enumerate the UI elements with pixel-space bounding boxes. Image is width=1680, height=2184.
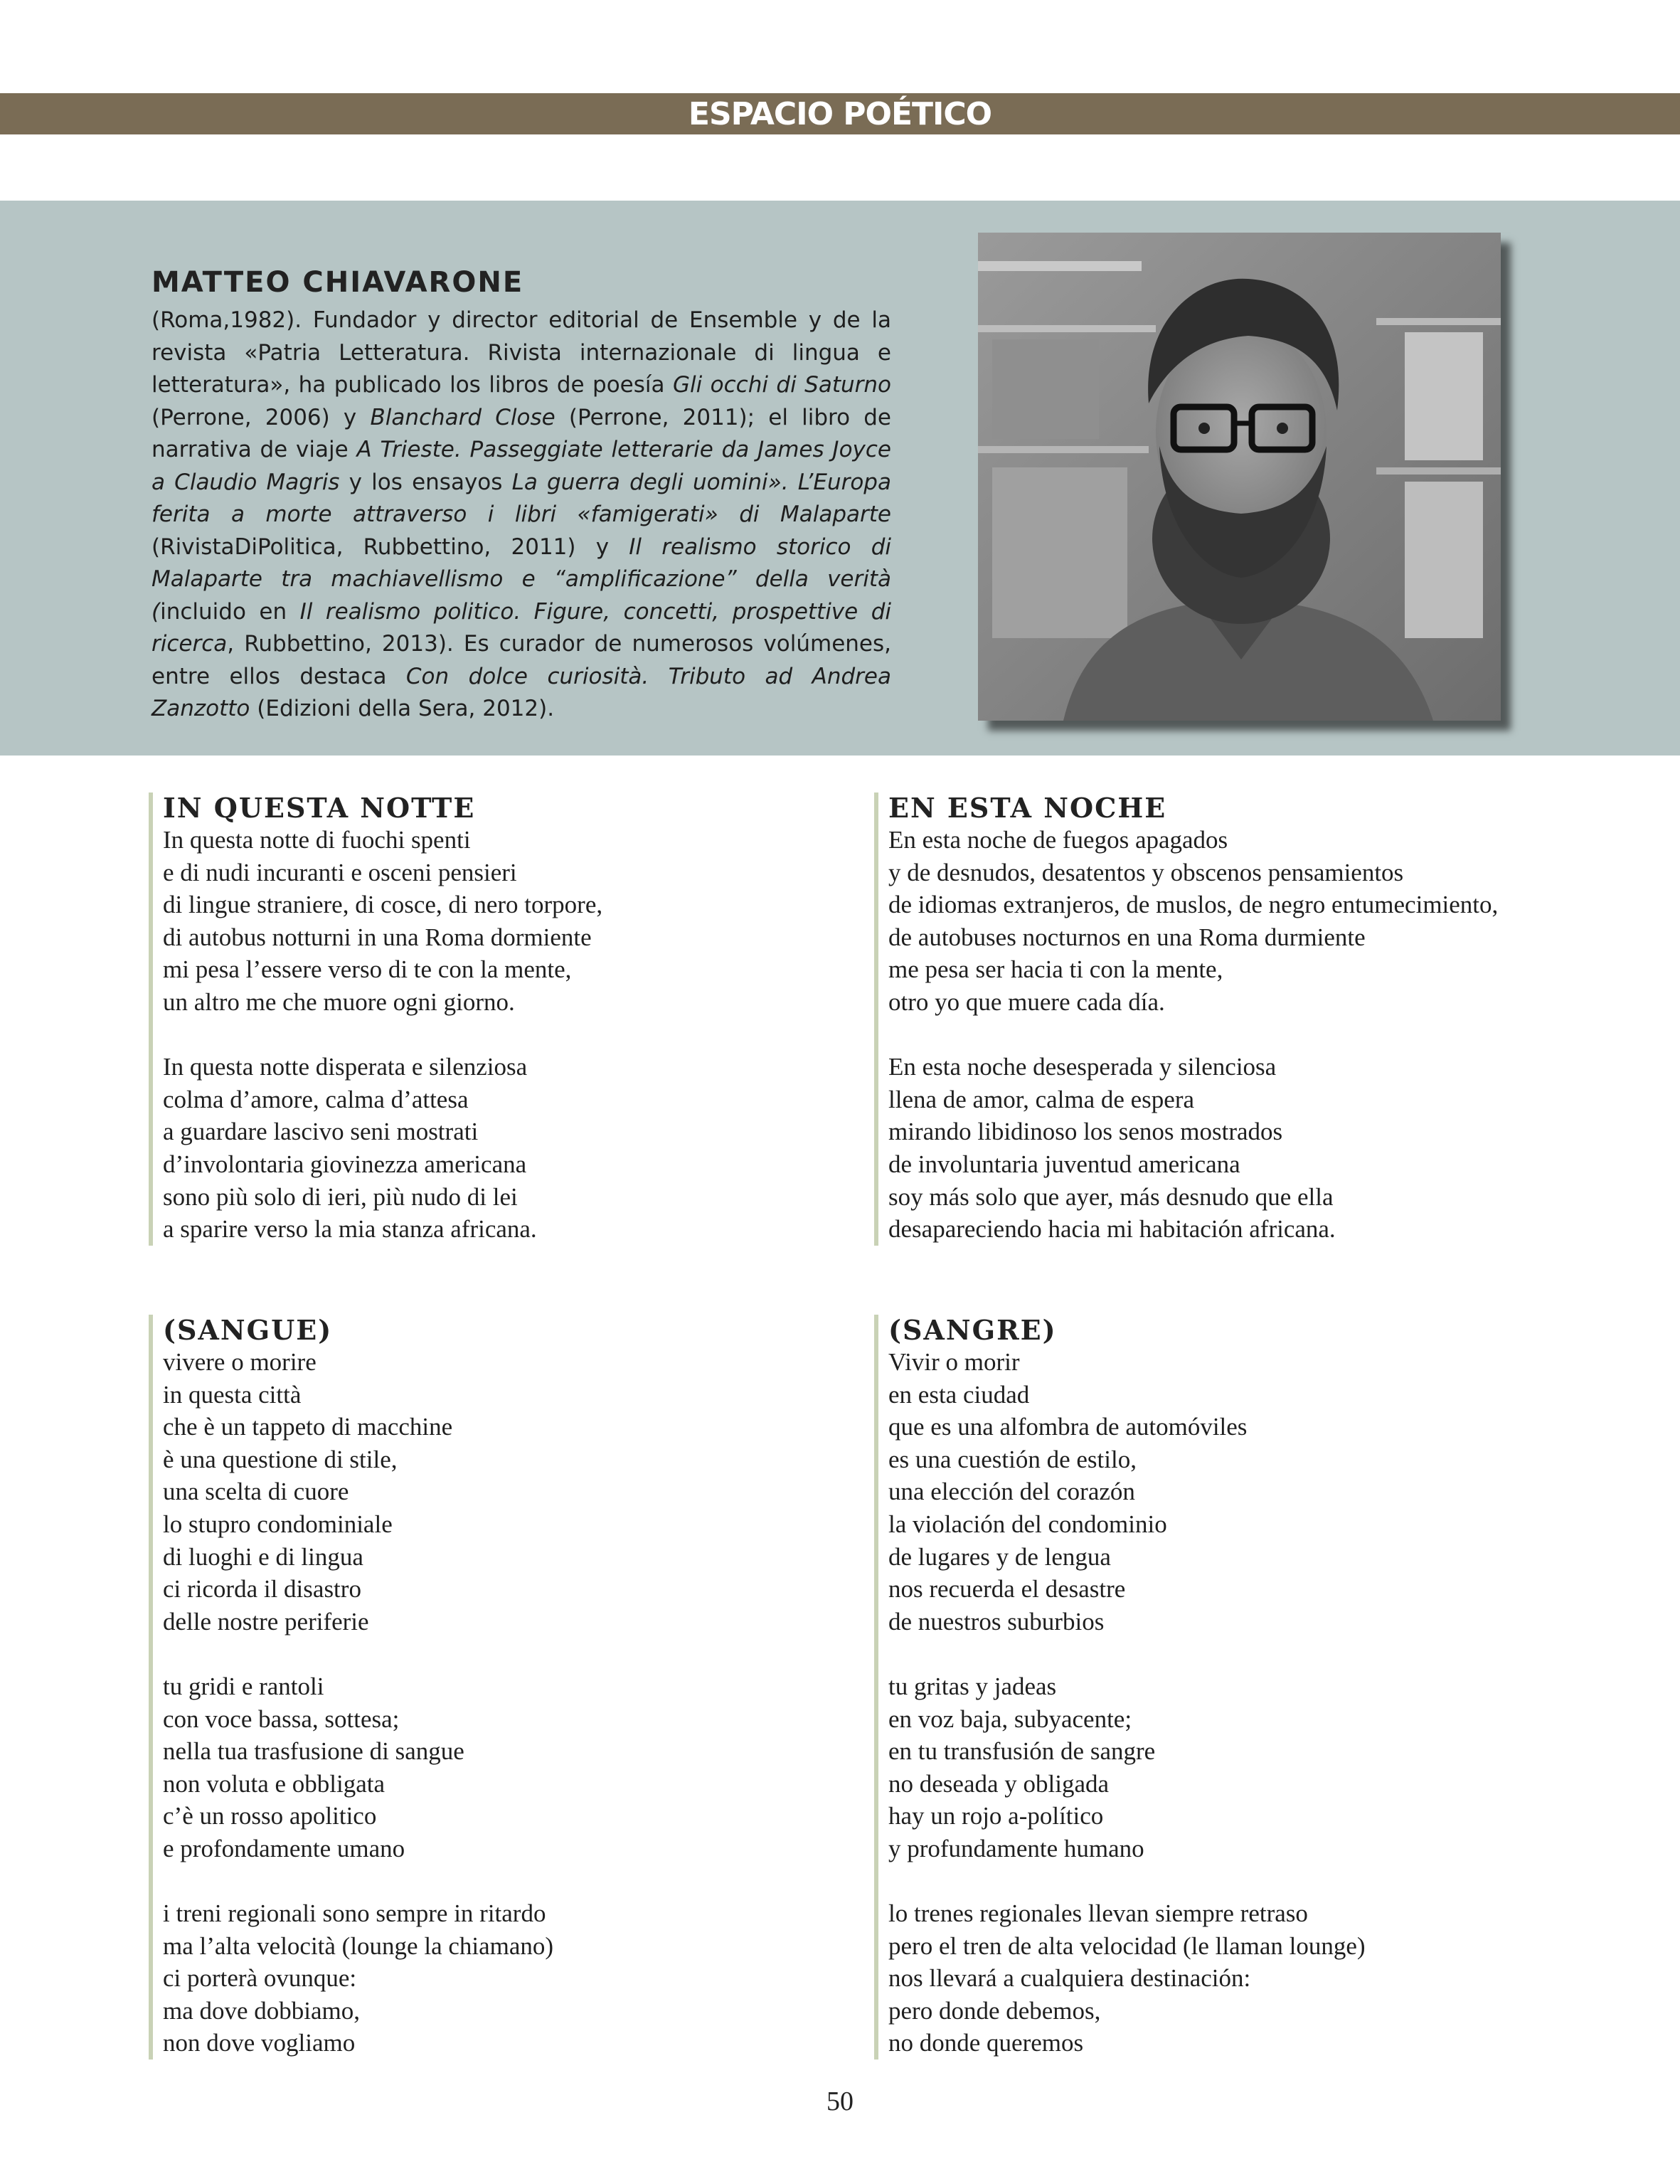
poem-line: ci porterà ovunque: [163, 1964, 357, 1993]
bio-italic-title: A Trieste. Passeggiate letterarie da James Joyce a Claudio Magris [151, 437, 891, 495]
poem-line: de involuntaria juventud americana [888, 1150, 1240, 1178]
bio-text-segment: (Perrone, 2011); el libro de narrativa de viaje [151, 404, 891, 462]
poem-line: y de desnudos, desatentos y obscenos pensamientos [888, 858, 1404, 886]
poem-line: ma dove dobbiamo, [163, 1996, 361, 2025]
bio-italic-title: Con dolce curiosità. Tributo ad Andrea Zanzotto [151, 663, 891, 721]
poem-line: ma l’alta velocità (lounge la chiamano) [163, 1931, 554, 1960]
poem-line: di lingue straniere, di cosce, di nero torpore, [163, 891, 603, 919]
bio-italic-title: La guerra degli uomini». L’Europa ferita a morte attraverso i libri «famigerati» di Malaparte [151, 469, 891, 527]
poem-line: de autobuses nocturnos en una Roma durmiente [888, 923, 1366, 951]
poem-italian-sangue [149, 1315, 553, 2060]
poem-line: nos recuerda el desastre [888, 1575, 1126, 1603]
poem-spanish-sangre [874, 1315, 1366, 2060]
poem-line: e profondamente umano [163, 1834, 405, 1862]
poem-line: en tu transfusión de sangre [888, 1737, 1156, 1766]
poem-line: a sparire verso la mia stanza africana. [163, 1215, 537, 1244]
stanza-break [163, 1638, 553, 1670]
bio-text-segment: (Perrone, 2006) y [151, 404, 371, 430]
poem-line: e di nudi incuranti e osceni pensieri [163, 858, 517, 886]
poem-line: de nuestros suburbios [888, 1607, 1105, 1636]
poem-line: sono più solo di ieri, più nudo di lei [163, 1182, 518, 1211]
poem-line: mirando libidinoso los senos mostrados [888, 1118, 1283, 1146]
poem-line: In questa notte di fuochi spenti [163, 826, 471, 854]
poem-line: che è un tappeto di macchine [163, 1413, 453, 1441]
poem-line: di luoghi e di lingua [163, 1542, 363, 1571]
bio-text-segment: , Rubbettino, 2013). Es curador de numerosos volúmenes, entre ellos destaca [151, 631, 891, 689]
poem-line: mi pesa l’essere verso di te con la mente, [163, 955, 572, 984]
poem-line: Vivir o morir [888, 1348, 1020, 1376]
poem-line: nella tua trasfusione di sangue [163, 1737, 464, 1766]
bio-text-segment: (Edizioni della Sera, 2012). [250, 696, 555, 721]
poem-title: IN QUESTA NOTTE [163, 792, 476, 824]
poem-lines [888, 824, 1498, 1246]
poem-line: tu gritas y jadeas [888, 1672, 1057, 1700]
poem-line: una elección del corazón [888, 1478, 1135, 1506]
poem-line: In questa notte disperata e silenziosa [163, 1053, 528, 1081]
bio-italic-title: Il realismo politico. Figure, concetti, prospettive di ricerca [151, 598, 891, 657]
bio-text-segment: (Roma,1982). Fundador y director editorial de Ensemble y de la revista «Patria Letteratura. Rivista internazionale di lingua e letteratura», ha publicado los libros de poesía [151, 307, 891, 398]
poem-line: En esta noche de fuegos apagados [888, 826, 1228, 854]
poem-lines [888, 1346, 1366, 2060]
poem-line: me pesa ser hacia ti con la mente, [888, 955, 1223, 984]
poem-line: En esta noche desesperada y silenciosa [888, 1053, 1277, 1081]
poem-line: la violación del condominio [888, 1510, 1167, 1538]
poem-line: llena de amor, calma de espera [888, 1085, 1195, 1113]
poem-title: (SANGRE) [888, 1314, 1057, 1346]
poem-line: c’è un rosso apolitico [163, 1802, 377, 1830]
bio-text-segment: y los ensayos [339, 469, 512, 495]
poem-line: pero el tren de alta velocidad (le llaman lounge) [888, 1931, 1366, 1960]
poem-line: pero donde debemos, [888, 1996, 1101, 2025]
bio-italic-title: Gli occhi di Saturno [672, 372, 892, 398]
poem-line: de idiomas extranjeros, de muslos, de negro entumecimiento, [888, 891, 1499, 919]
poem-line: una scelta di cuore [163, 1478, 349, 1506]
poem-line: è una questione di stile, [163, 1445, 398, 1473]
poem-line: non voluta e obbligata [163, 1769, 386, 1798]
poem-line: hay un rojo a-político [888, 1802, 1104, 1830]
poem-line: en voz baja, subyacente; [888, 1705, 1132, 1733]
poem-line: tu gridi e rantoli [163, 1672, 324, 1700]
author-bio [151, 304, 891, 726]
poem-title: EN ESTA NOCHE [888, 792, 1167, 824]
poem-line: i treni regionali sono sempre in ritardo [163, 1899, 546, 1928]
bio-italic-title: Il realismo storico di Malaparte tra machiavellismo e “amplificazione” della verità ( [151, 534, 891, 625]
poem-line: in questa città [163, 1380, 302, 1409]
poem-line: colma d’amore, calma d’attesa [163, 1085, 469, 1113]
poem-line: nos llevará a cualquiera destinación: [888, 1964, 1251, 1993]
poem-line: un altro me che muore ogni giorno. [163, 987, 515, 1016]
poem-italian-in-questa-notte [149, 793, 602, 1246]
poem-line: lo stupro condominiale [163, 1510, 393, 1538]
author-photo [978, 233, 1501, 721]
poem-line: no donde queremos [888, 2029, 1084, 2057]
section-title: ESPACIO POÉTICO [688, 95, 992, 132]
poem-line: delle nostre periferie [163, 1607, 369, 1636]
poem-line: d’involontaria giovinezza americana [163, 1150, 527, 1178]
poem-line: otro yo que muere cada día. [888, 987, 1165, 1016]
stanza-break [888, 1019, 1498, 1051]
poem-spanish-en-esta-noche [874, 793, 1498, 1246]
poem-line: soy más solo que ayer, más desnudo que ella [888, 1182, 1334, 1211]
poem-line: de lugares y de lengua [888, 1542, 1111, 1571]
stanza-break [888, 1865, 1366, 1898]
poem-line: no deseada y obligada [888, 1769, 1110, 1798]
bio-text-segment: incluido en [160, 598, 300, 625]
poem-line: en esta ciudad [888, 1380, 1030, 1409]
bio-italic-title: Blanchard Close [370, 404, 555, 430]
poem-line: es una cuestión de estilo, [888, 1445, 1137, 1473]
poem-line: lo trenes regionales llevan siempre retraso [888, 1899, 1308, 1928]
page-number: 50 [826, 2087, 854, 2116]
stanza-break [163, 1865, 553, 1898]
poem-lines [163, 1346, 553, 2060]
poem-line: non dove vogliamo [163, 2029, 356, 2057]
poem-line: di autobus notturni in una Roma dormiente [163, 923, 592, 951]
bio-text-segment: (RivistaDiPolitica, Rubbettino, 2011) y [151, 534, 629, 560]
poem-line: ci ricorda il disastro [163, 1575, 361, 1603]
poem-line: desapareciendo hacia mi habitación africana. [888, 1215, 1336, 1244]
author-name: MATTEO CHIAVARONE [151, 266, 524, 299]
poem-line: y profundamente humano [888, 1834, 1144, 1862]
stanza-break [888, 1638, 1366, 1670]
poem-title: (SANGUE) [163, 1314, 333, 1346]
poem-line: vivere o morire [163, 1348, 317, 1376]
poem-line: que es una alfombra de automóviles [888, 1413, 1248, 1441]
poem-lines [163, 824, 602, 1246]
stanza-break [163, 1019, 602, 1051]
poem-line: a guardare lascivo seni mostrati [163, 1118, 479, 1146]
section-header [0, 93, 1680, 134]
poem-line: con voce bassa, sottesa; [163, 1705, 400, 1733]
